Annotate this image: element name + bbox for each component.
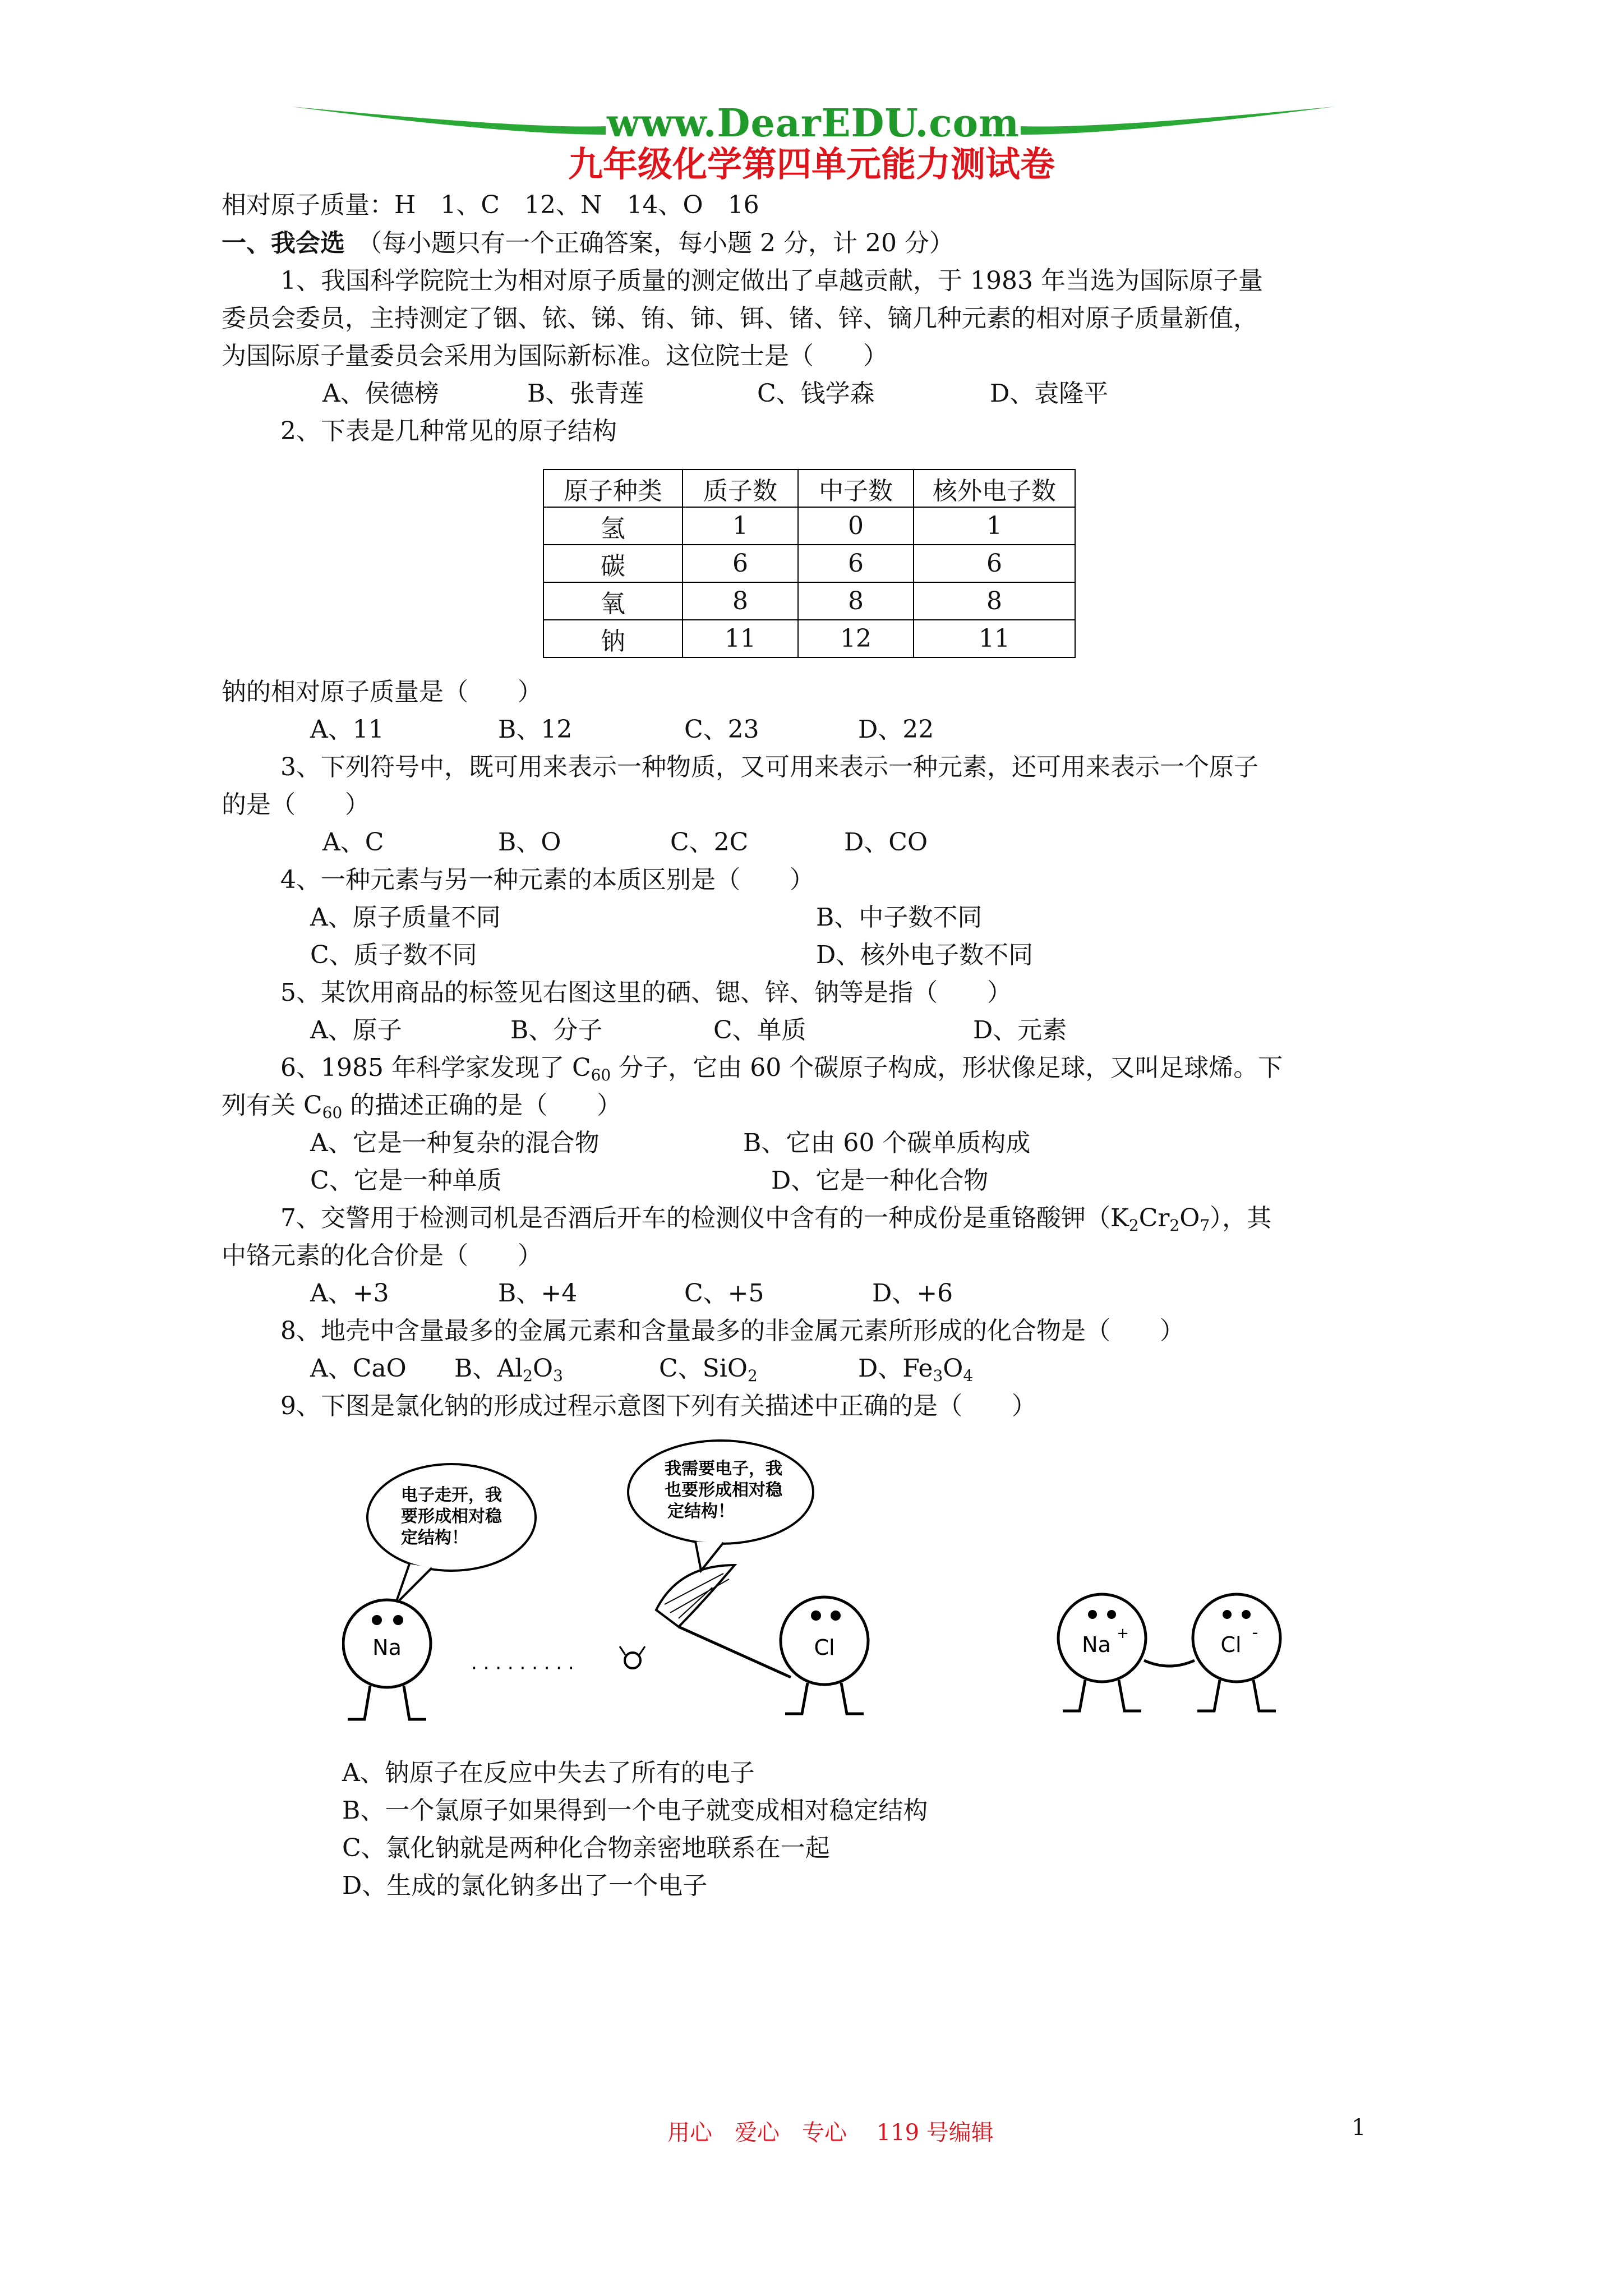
q1-option-d: D、袁隆平 <box>990 379 1109 408</box>
q6-line2 <box>222 1088 621 1130</box>
section-title: 一、我会选 <box>222 229 345 257</box>
q6-option-b: B、它由 60 个碳单质构成 <box>743 1129 1031 1157</box>
table-header-cell: 核外电子数 <box>914 470 1075 507</box>
q8-sub: 3 <box>553 1366 563 1385</box>
table-cell: 8 <box>914 582 1075 620</box>
q7-line1 <box>280 1201 1271 1243</box>
table-cell: 8 <box>798 582 914 620</box>
na-label: Na <box>372 1635 402 1660</box>
table-cell: 1 <box>683 507 798 545</box>
q8-c-part: C、SiO <box>659 1354 748 1383</box>
q6-line1-a: 6、1985 年科学家发现了 C <box>280 1053 591 1082</box>
na-eye-icon <box>393 1615 403 1625</box>
cl-ion-label: Cl <box>1220 1632 1242 1657</box>
cl-ion-charge: - <box>1252 1623 1258 1642</box>
na-ion-eye-icon <box>1107 1610 1116 1619</box>
table-cell: 氢 <box>543 507 683 545</box>
q9-option-b: B、一个氯原子如果得到一个电子就变成相对稳定结构 <box>342 1796 928 1825</box>
table-header-cell: 原子种类 <box>543 470 683 507</box>
section-instructions: （每小题只有一个正确答案，每小题 2 分，计 20 分） <box>345 229 954 257</box>
q1-line1: 1、我国科学院院士为相对原子质量的测定做出了卓越贡献，于 1983 年当选为国际原子量 <box>280 266 1263 295</box>
table-cell: 氧 <box>543 582 683 620</box>
q7-line1-a: 7、交警用于检测司机是否酒后开车的检测仪中含有的一种成份是重铬酸钾（K <box>280 1204 1129 1232</box>
na-ion-legs-icon <box>1063 1680 1141 1711</box>
q8-sub: 2 <box>747 1366 758 1385</box>
q5-option-a: A、原子 <box>310 1016 402 1045</box>
q3-option-a: A、C <box>322 828 384 857</box>
q7-sub: 2 <box>1128 1216 1139 1235</box>
q2-stem: 2、下表是几种常见的原子结构 <box>280 417 617 445</box>
table-cell: 8 <box>683 582 798 620</box>
q6-option-c: C、它是一种单质 <box>310 1166 502 1195</box>
atom-structure-table <box>543 469 1076 658</box>
cl-legs-icon <box>785 1683 864 1714</box>
q5-option-c: C、单质 <box>713 1016 806 1045</box>
q6-line1-b: 分子，它由 60 个碳原子构成，形状像足球，又叫足球烯。下 <box>611 1053 1283 1082</box>
na-ion-charge: + <box>1117 1625 1129 1642</box>
q3-option-c: C、2C <box>670 828 749 857</box>
table-row <box>543 620 1075 657</box>
q9-option-a: A、钠原子在反应中失去了所有的电子 <box>342 1759 755 1787</box>
q5-option-b: B、分子 <box>510 1016 603 1045</box>
q2-option-d: D、22 <box>858 715 934 744</box>
q3-line1: 3、下列符号中，既可用来表示一种物质，又可用来表示一种元素，还可用来表示一个原子 <box>280 753 1258 781</box>
footer-text: 用心 爱心 专心 119 号编辑 <box>667 2120 994 2146</box>
q7-line2: 中铬元素的化合价是（ ） <box>222 1241 542 1270</box>
q7-option-b: B、+4 <box>498 1279 578 1308</box>
q8-option-a: A、CaO <box>310 1354 407 1383</box>
cartoon-illustration <box>342 1436 1318 1728</box>
q8-b-part: O <box>533 1354 554 1383</box>
q7-formula-part: Cr <box>1138 1204 1170 1232</box>
table-cell: 6 <box>683 545 798 582</box>
page-number: 1 <box>1352 2115 1366 2141</box>
q3-option-d: D、CO <box>844 828 928 857</box>
cl-label: Cl <box>814 1635 835 1660</box>
q7-option-d: D、+6 <box>872 1279 953 1308</box>
q2-option-a: A、11 <box>310 715 384 744</box>
q6-line2-a: 列有关 C <box>222 1091 322 1120</box>
q7-option-c: C、+5 <box>684 1279 764 1308</box>
table-header-row <box>543 470 1075 507</box>
q4-option-c: C、质子数不同 <box>310 941 477 969</box>
table-row <box>543 507 1075 545</box>
q4-stem: 4、一种元素与另一种元素的本质区别是（ ） <box>280 866 814 894</box>
table-cell: 6 <box>798 545 914 582</box>
q6-sub: 60 <box>322 1103 343 1122</box>
q9-option-d: D、生成的氯化钠多出了一个电子 <box>342 1871 708 1900</box>
cl-bubble-line: 定结构！ <box>667 1502 735 1521</box>
na-bubble-line: 要形成相对稳 <box>401 1507 502 1526</box>
q8-sub: 2 <box>523 1366 533 1385</box>
q3-option-b: B、O <box>498 828 561 857</box>
electron-trail-icon: · · · · · · · · · <box>471 1657 574 1680</box>
table-cell: 碳 <box>543 545 683 582</box>
q8-sub: 4 <box>963 1366 974 1385</box>
table-cell: 1 <box>914 507 1075 545</box>
table-header-cell: 质子数 <box>683 470 798 507</box>
q8-option-b <box>454 1351 563 1393</box>
q1-option-b: B、张青莲 <box>527 379 644 408</box>
atomic-masses: 相对原子质量：H 1、C 12、N 14、O 16 <box>222 191 759 219</box>
logo-text: www.DearEDU.com <box>607 101 1020 146</box>
table-row <box>543 545 1075 582</box>
q4-option-d: D、核外电子数不同 <box>816 941 1034 969</box>
q8-d-part: O <box>943 1354 963 1383</box>
q8-stem: 8、地壳中含量最多的金属元素和含量最多的非金属元素所形成的化合物是（ ） <box>280 1317 1184 1345</box>
q2-option-b: B、12 <box>498 715 573 744</box>
q3-line2: 的是（ ） <box>222 790 370 819</box>
q5-stem: 5、某饮用商品的标签见右图这里的硒、锶、锌、钠等是指（ ） <box>280 978 1012 1007</box>
q7-formula-part: O <box>1179 1204 1200 1232</box>
cl-ion-eye-icon <box>1223 1610 1232 1619</box>
electron-icon <box>625 1653 640 1668</box>
cl-eye-icon <box>811 1611 821 1621</box>
q6-line2-b: 的描述正确的是（ ） <box>342 1091 622 1120</box>
cl-bubble-line: 也要形成相对稳 <box>665 1480 782 1500</box>
net-mesh-icon <box>665 1573 729 1618</box>
q1-line3: 为国际原子量委员会采用为国际新标准。这位院士是（ ） <box>222 342 888 370</box>
cl-bubble-line: 我需要电子，我 <box>665 1459 782 1479</box>
q6-sub: 60 <box>591 1066 611 1084</box>
cl-eye-icon <box>831 1611 841 1621</box>
table-row <box>543 582 1075 620</box>
na-eye-icon <box>372 1615 382 1625</box>
q1-option-c: C、钱学森 <box>757 379 875 408</box>
q8-b-part: B、Al <box>454 1354 523 1383</box>
table-cell: 钠 <box>543 620 683 657</box>
na-bubble-line: 定结构！ <box>401 1528 468 1548</box>
q2-option-c: C、23 <box>684 715 759 744</box>
q8-sub: 3 <box>933 1366 943 1385</box>
q6-line1 <box>280 1051 1283 1093</box>
na-bubble-line: 电子走开，我 <box>401 1485 502 1505</box>
q9-stem: 9、下图是氯化钠的形成过程示意图下列有关描述中正确的是（ ） <box>280 1392 1036 1420</box>
q7-option-a: A、+3 <box>310 1279 389 1308</box>
section-heading <box>222 226 954 261</box>
na-legs-icon <box>348 1686 426 1719</box>
na-ion-label: Na <box>1082 1632 1111 1657</box>
nacl-formation-figure <box>342 1436 1318 1728</box>
page-title: 九年级化学第四单元能力测试卷 <box>568 144 1055 185</box>
q7-sub: 7 <box>1200 1216 1210 1235</box>
q9-option-c: C、氯化钠就是两种化合物亲密地联系在一起 <box>342 1834 830 1862</box>
q8-option-c <box>659 1351 758 1393</box>
q7-line1-b: ），其 <box>1210 1204 1272 1232</box>
net-handle-icon <box>679 1627 791 1677</box>
table-header-cell: 中子数 <box>798 470 914 507</box>
q6-option-a: A、它是一种复杂的混合物 <box>310 1129 600 1157</box>
q1-option-a: A、侯德榜 <box>322 379 439 408</box>
cl-ion-eye-icon <box>1242 1610 1251 1619</box>
q5-option-d: D、元素 <box>973 1016 1067 1045</box>
table-cell: 12 <box>798 620 914 657</box>
q2-after: 钠的相对原子质量是（ ） <box>222 678 542 706</box>
na-bubble-tail <box>395 1564 432 1604</box>
table-cell: 0 <box>798 507 914 545</box>
q8-option-d <box>858 1351 973 1393</box>
table-cell: 11 <box>683 620 798 657</box>
table-cell: 6 <box>914 545 1075 582</box>
q4-option-b: B、中子数不同 <box>816 903 983 932</box>
q4-option-a: A、原子质量不同 <box>310 903 501 932</box>
holding-hands-icon <box>1144 1660 1195 1666</box>
q6-option-d: D、它是一种化合物 <box>771 1166 989 1195</box>
q8-d-part: D、Fe <box>858 1354 933 1383</box>
q7-sub: 2 <box>1169 1216 1180 1235</box>
na-ion-eye-icon <box>1088 1610 1097 1619</box>
table-cell: 11 <box>914 620 1075 657</box>
q1-line2: 委员会委员，主持测定了铟、铱、锑、铕、铈、铒、锗、锌、镝几种元素的相对原子质量新值， <box>222 304 1258 333</box>
cl-ion-legs-icon <box>1197 1680 1276 1711</box>
